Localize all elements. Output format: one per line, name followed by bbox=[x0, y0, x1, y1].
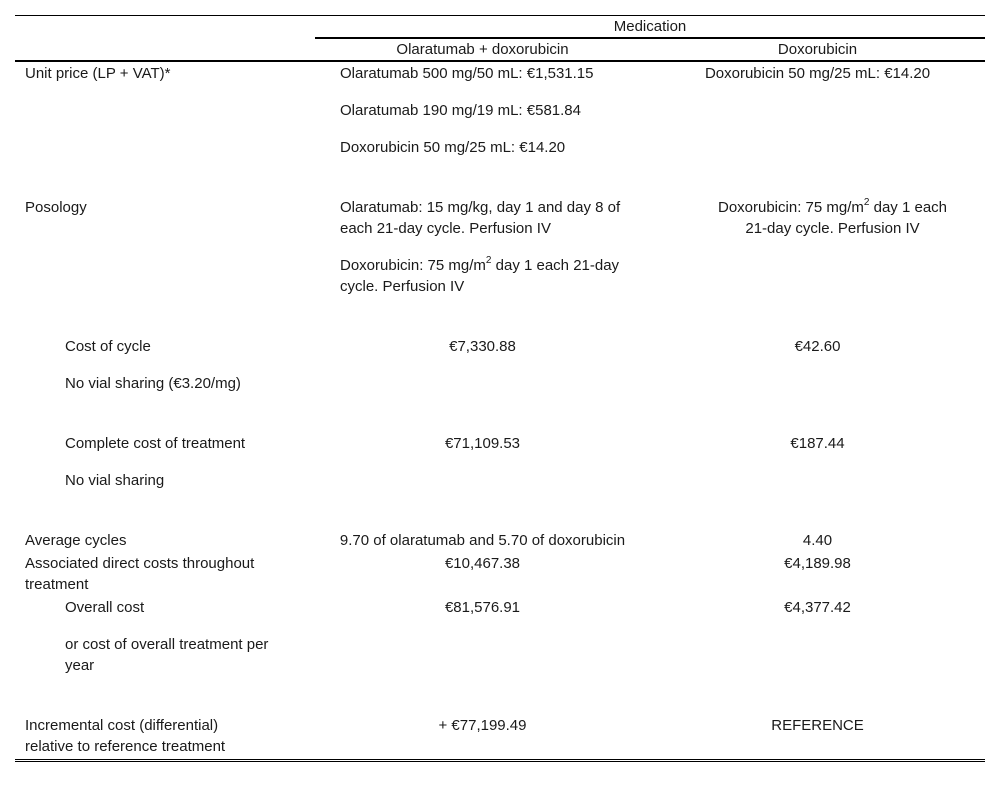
cell-complete-cost-doxo: €187.44 bbox=[790, 435, 845, 452]
table-row-overall-cost bbox=[15, 597, 985, 715]
table-row-unit-price bbox=[15, 61, 985, 197]
cell-incremental-combo: + €77,199.49 bbox=[315, 715, 650, 761]
row-label-complete-cost: Complete cost of treatment No vial sharing bbox=[15, 433, 315, 530]
row-label-unit-price: Unit price (LP + VAT)* bbox=[25, 65, 171, 82]
cell-incremental-doxo: REFERENCE bbox=[650, 715, 985, 761]
row-label-incremental: Incremental cost (differential) relative to reference treatment bbox=[15, 715, 315, 761]
posology-doxorubicin-combo: Doxorubicin: 75 $mg/m^2$ day 1 each 21-day cycle. Perfusion IV bbox=[340, 255, 620, 295]
cell-complete-cost-combo: €71,109.53 bbox=[444, 435, 521, 452]
price-olaratumab-190: Olaratumab 190 mg/19 mL: €581.84 bbox=[340, 102, 581, 119]
cell-overall-cost-doxo: €4,377.42 bbox=[784, 599, 851, 616]
cost-comparison-table bbox=[15, 15, 985, 762]
cell-overall-cost-combo: €81,576.91 bbox=[444, 599, 521, 616]
cell-unit-price-combo bbox=[315, 61, 650, 197]
cell-cost-cycle-combo: €7,330.88 bbox=[449, 338, 516, 355]
table-row-cost-cycle bbox=[15, 336, 985, 433]
cell-posology-doxo: Doxorubicin: 75 $mg/m^2$ day 1 each 21-day cycle. Perfusion IV bbox=[717, 197, 948, 237]
col-header-doxorubicin: Doxorubicin bbox=[650, 38, 985, 61]
row-label-direct-costs: Associated direct costs throughout treatment bbox=[25, 555, 255, 593]
cell-posology-combo bbox=[315, 197, 650, 336]
cell-cost-cycle-doxo: €42.60 bbox=[794, 338, 841, 355]
table-row-incremental bbox=[15, 715, 985, 761]
empty-corner bbox=[15, 16, 315, 39]
table-row-average-cycles bbox=[15, 530, 985, 553]
cell-direct-costs-combo: €10,467.38 bbox=[444, 555, 521, 572]
cell-unit-price-doxo: Doxorubicin 50 mg/25 mL: €14.20 bbox=[704, 65, 931, 82]
table-row-direct-costs bbox=[15, 553, 985, 597]
sublabel-no-vial-sharing: No vial sharing bbox=[65, 472, 165, 489]
sublabel-no-vial-sharing-rate: No vial sharing (€3.20/mg) bbox=[65, 375, 241, 392]
cell-average-cycles-doxo: 4.40 bbox=[802, 532, 833, 549]
col-header-combo: Olaratumab + doxorubicin bbox=[315, 38, 650, 61]
posology-olaratumab: Olaratumab: 15 mg/kg, day 1 and day 8 of each 21-day cycle. Perfusion IV bbox=[340, 199, 621, 237]
cell-average-cycles-combo: 9.70 of olaratumab and 5.70 of doxorubicin bbox=[339, 532, 626, 549]
group-header-medication: Medication bbox=[315, 16, 985, 39]
table-row-complete-cost bbox=[15, 433, 985, 530]
column-header-row bbox=[15, 38, 985, 61]
cell-direct-costs-doxo: €4,189.98 bbox=[784, 555, 851, 572]
empty-corner-2 bbox=[15, 38, 315, 61]
row-label-average-cycles: Average cycles bbox=[25, 532, 127, 549]
sublabel-overall-per-year: or cost of overall treatment per year bbox=[65, 636, 269, 674]
row-label-cost-cycle: Cost of cycle No vial sharing (€3.20/mg) bbox=[15, 336, 315, 433]
price-doxorubicin-combo: Doxorubicin 50 mg/25 mL: €14.20 bbox=[340, 139, 566, 156]
table-row-posology bbox=[15, 197, 985, 336]
price-olaratumab-500: Olaratumab 500 mg/50 mL: €1,531.15 bbox=[340, 65, 594, 82]
group-header-row bbox=[15, 16, 985, 39]
row-label-overall-cost: Overall cost or cost of overall treatment per year bbox=[15, 597, 315, 715]
row-label-posology: Posology bbox=[25, 199, 87, 216]
